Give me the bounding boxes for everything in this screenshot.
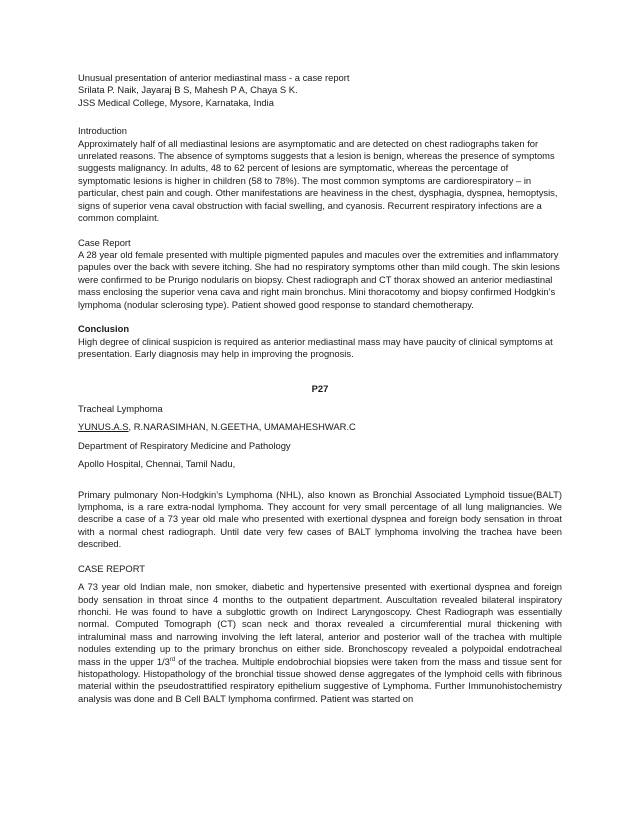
ordinal-superscript: rd (169, 656, 176, 663)
abstract1-authors: Srilata P. Naik, Jayaraj B S, Mahesh P A, Chaya S K. (78, 84, 298, 96)
co-authors: , R.NARASIMHAN, N.GEETHA, UMAMAHESHWAR.C (128, 421, 356, 433)
abstract-number: P27 (311, 382, 329, 394)
case-report-paragraph: A 28 year old female presented with multiple pigmented papules and macules over the extremities and inflammatory papules over the back with severe itching. She had no respiratory symptoms other than mild cough. The skin lesions were confirmed to be Prurigo nodularis on biopsy. Chest radiograph and CT thorax showed an anterior mediastinal mass enclosing the superior vena cava and right main bronchus. Mini thoracotomy and biopsy confirmed Hodgkin’s lymphoma (nodular sclerosing type). Patient showed good response to standard chemotherapy. (78, 249, 560, 310)
abstract2-title: Tracheal Lymphoma (78, 402, 163, 414)
intro-paragraph: Approximately half of all mediastinal lesions are asymptomatic and are detected on chest radiographs taken for unrelated reasons. The absence of symptoms suggests that a lesion is benign, whereas the presence of symptoms suggests malignancy. In adults, 48 to 62 percent of lesions are symptomatic, whereas the percentage of symptomatic lesions is higher in children (58 to 78%). The most common symptoms are cardiorespiratory – in particular, chest pain and cough. Other manifestations are heaviness in the chest, dysphagia, dyspnea, hemoptysis, signs of superior vena caval obstruction with facial swelling, and cyanosis. Recurrent respiratory infections are a common complaint. (78, 137, 558, 224)
abstract2-case-heading: CASE REPORT (78, 562, 146, 574)
abstract2-authors (78, 421, 562, 433)
document-page (78, 72, 562, 705)
abstract2-intro-paragraph: Primary pulmonary Non-Hodgkin’s Lymphoma (NHL), also known as Bronchial Associated Lymphoid tissue(BALT) lymphoma, is a rare extra-nodal lymphoma. They account for very small percentage of all lung malignancies. We describe a case of a 73 year old male who presented with exertional dyspnea and foreign body sensation in throat with a normal chest radiograph. Until date very few cases of BALT lymphoma involving the trachea have been described. (78, 488, 562, 550)
conclusion-heading: Conclusion (78, 323, 130, 335)
abstract2-case-paragraph (78, 581, 562, 705)
conclusion-paragraph: High degree of clinical suspicion is required as anterior mediastinal mass may have paucity of clinical symptoms at presentation. Early diagnosis may help in improving the prognosis. (78, 335, 553, 360)
hospital: Apollo Hospital, Chennai, Tamil Nadu, (78, 458, 236, 470)
abstract1-affiliation: JSS Medical College, Mysore, Karnataka, India (78, 96, 274, 108)
presenting-author: YUNUS.A.S (78, 421, 129, 433)
case-text-part2: of the trachea. Multiple endobrochial biopsies were taken from the mass and tissue sent for histopathology. Histopathology of the bronchial tissue showed dense aggregates of the lymphoid cells with fibrinous material within the pseudostrattified respiratory epithelium suggestive of Lymphoma. Further Immunohistochemistry analysis was done and B Cell BALT lymphoma confirmed. Patient was started on (78, 655, 562, 704)
abstract1-title: Unusual presentation of anterior mediastinal mass - a case report (78, 72, 350, 83)
department: Department of Respiratory Medicine and Pathology (78, 439, 291, 451)
intro-heading: Introduction (78, 125, 127, 137)
case-text-part1: A 73 year old Indian male, non smoker, diabetic and hypertensive presented with exertional dyspnea and foreign body sensation in throat since 4 months to the outpatient department. Auscultation revealed bilateral inspiratory rhonchi. He was found to have a subglottic growth on Indirect Laryngoscopy. Chest Radiograph was essentially normal. Computed Tomograph (CT) scan neck and thorax revealed a circumferential mural thickening with intraluminal mass and narrowing involving the left lateral, anterior and posterior wall of the trachea with multiple nodules extending up to the primary bronchus on either side. Bronchoscopy revealed a polypoidal endotracheal mass in the upper 1/3 (78, 581, 562, 667)
case-report-heading: Case Report (78, 236, 131, 248)
